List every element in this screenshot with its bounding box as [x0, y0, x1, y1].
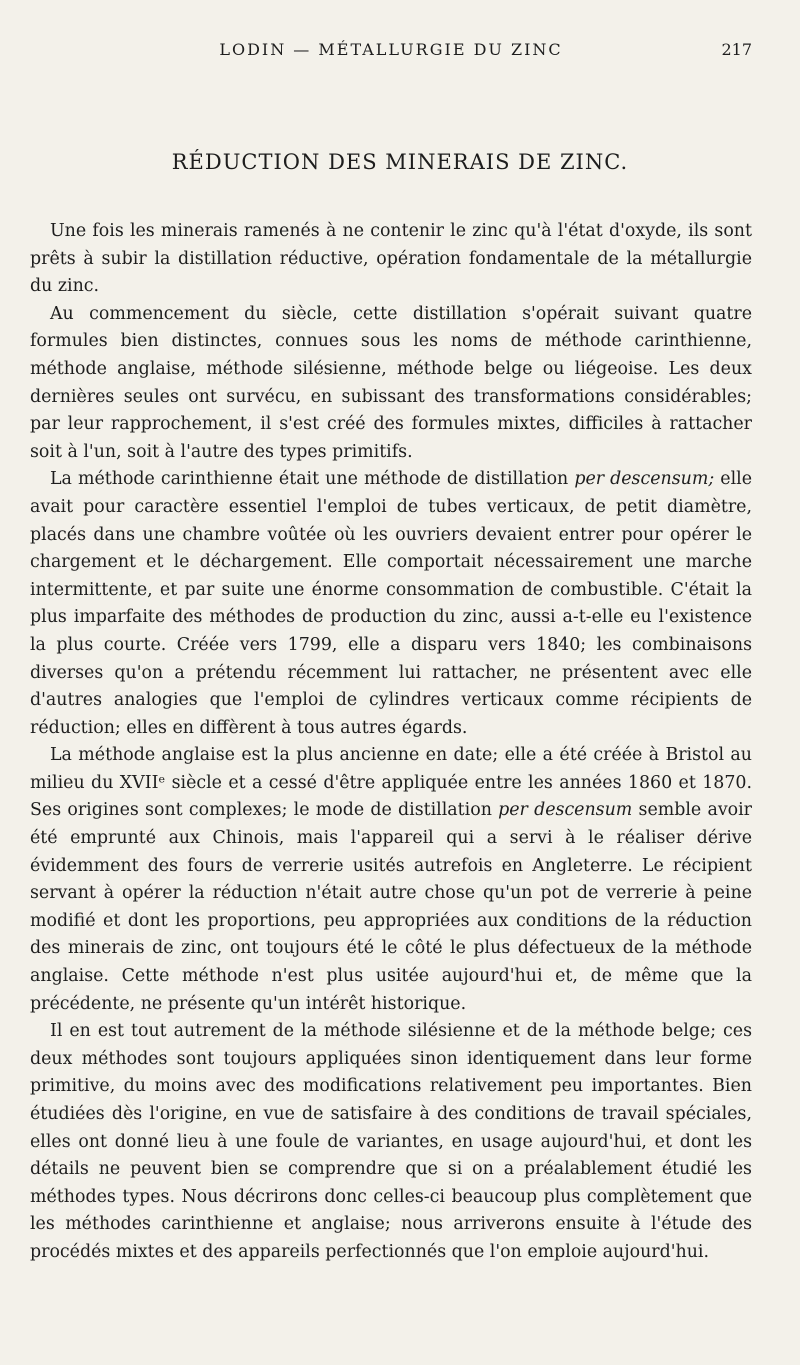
- section-title: RÉDUCTION DES MINERAIS DE ZINC.: [171, 150, 629, 174]
- running-title: LODIN — MÉTALLURGIE DU ZINC: [219, 40, 563, 59]
- running-head: [30, 40, 752, 66]
- body-text: [30, 218, 752, 1267]
- paragraph-2: Au commencement du siècle, cette distillation s'opérait suivant quatre formules bien distinctes, connues sous les noms de méthode carinthienne, méthode anglaise, méthode silésienne, méthode belge ou liégeoise. Les deux dernières seules ont survécu, en subissant des transformations considérables; par leur rapprochement, il s'est créé des formules mixtes, difficiles à rattacher soit à l'un, soit à l'autre des types primitifs.: [30, 303, 752, 462]
- paragraph-3-text-a: La méthode carinthienne était une méthode de distillation: [50, 469, 575, 490]
- paragraph-3-text-b: elle avait pour caractère essentiel l'emploi de tubes verticaux, de petit diamètre, placés dans une chambre voûtée où les ouvriers devaient entrer pour opérer le chargement et le déchargement. Elle comportait nécessairement une marche intermittente, et par suite une énorme consommation de combustible. C'était la plus imparfaite des méthodes de production du zinc, aussi a-t-elle eu l'existence la plus courte. Créée vers 1799, elle a disparu vers 1840; les combinaisons diverses qu'on a prétendu récemment lui rattacher, ne présentent avec elle d'autres analogies que l'emploi de cylindres verticaux comme récipients de réduction; elles en diffèrent à tous autres égards.: [30, 469, 752, 738]
- page-number: 217: [721, 40, 752, 59]
- paragraph-4-italic: per descensum: [498, 800, 633, 821]
- paragraph-5: Il en est tout autrement de la méthode silésienne et de la méthode belge; ces deux méthodes sont toujours appliquées sinon identiquement dans leur forme primitive, du moins avec des modifications relativement peu importantes. Bien étudiées dès l'origine, en vue de satisfaire à des conditions de travail spéciales, elles ont donné lieu à une foule de variantes, en usage aujourd'hui, et dont les détails ne peuvent bien se comprendre que si on a préalablement étudié les méthodes types. Nous décrirons donc celles-ci beaucoup plus complètement que les méthodes carinthienne et anglaise; nous arriverons ensuite à l'étude des procédés mixtes et des appareils perfectionnés que l'on emploie aujourd'hui.: [30, 1021, 752, 1262]
- paragraph-4-text-b: semble avoir été emprunté aux Chinois, mais l'appareil qui a servi à le réaliser dérive évidemment des fours de verrerie usités autrefois en Angleterre. Le récipient servant à opérer la réduction n'était autre chose qu'un pot de verrerie à peine modifié et dont les proportions, peu appropriées aux conditions de la réduction des minerais de zinc, ont toujours été le côté le plus défectueux de la méthode anglaise. Cette méthode n'est plus usitée aujourd'hui et, de même que la précédente, ne présente qu'un intérêt historique.: [30, 800, 752, 1014]
- paragraph-3-italic: per descensum;: [574, 469, 715, 490]
- paragraph-3: [30, 466, 752, 742]
- paragraph-1: Une fois les minerais ramenés à ne contenir le zinc qu'à l'état d'oxyde, ils sont prêts à subir la distillation réductive, opération fondamentale de la métallurgie du zinc.: [30, 221, 752, 297]
- paragraph-4: [30, 742, 752, 1018]
- paragraph-4-text-a: La méthode anglaise est la plus ancienne en date; elle a été créée à Bristol au milieu du XVIIᵉ siècle et a cessé d'être appliquée entre les années 1860 et 1870. Ses origines sont complexes; le mode de distillation: [30, 745, 752, 821]
